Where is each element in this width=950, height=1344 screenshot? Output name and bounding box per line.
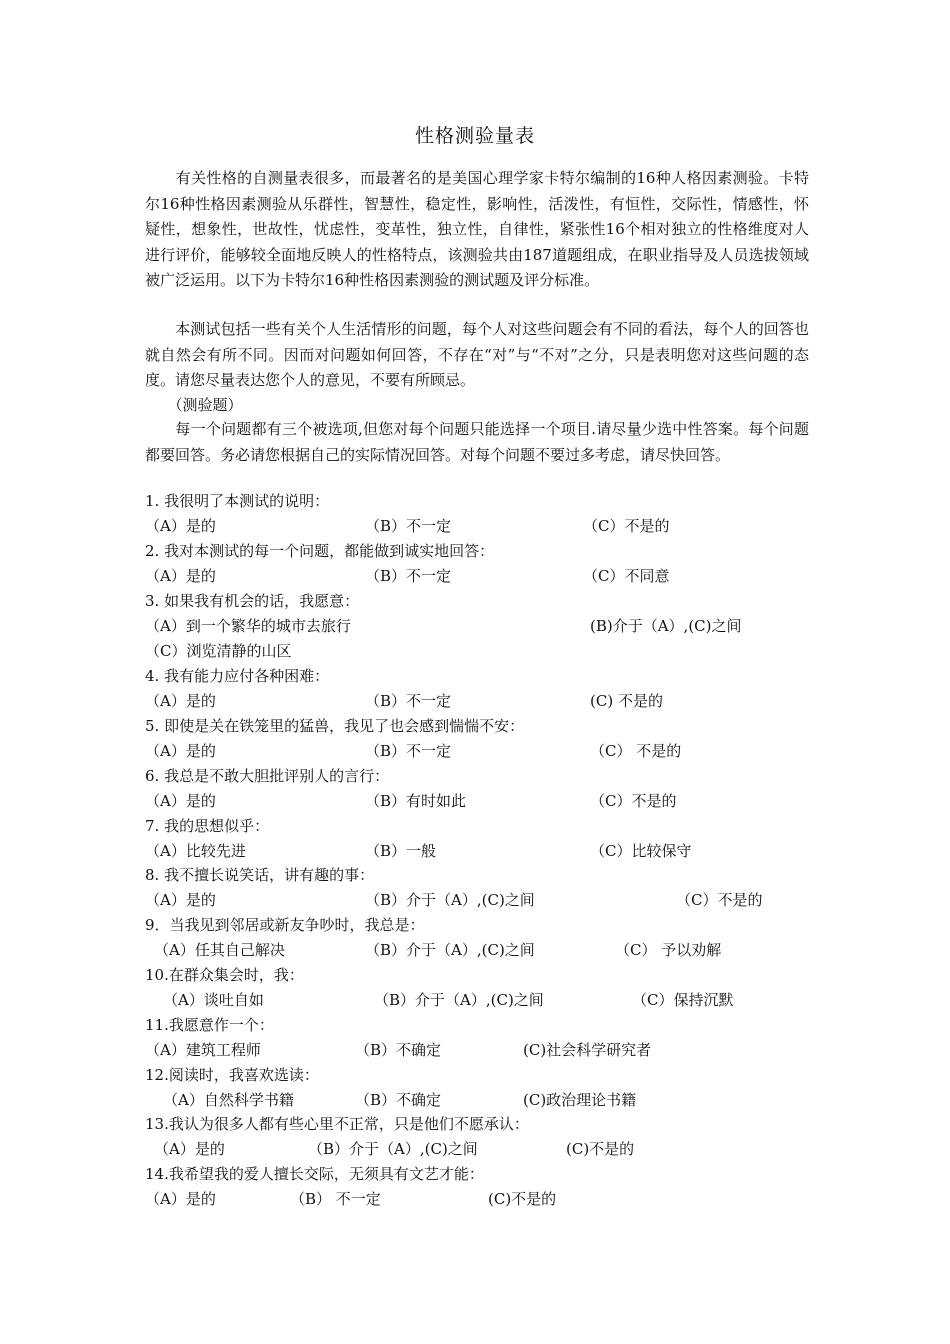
q3-option-c[interactable]: （C）浏览清静的山区 [145, 642, 292, 660]
q8-option-a[interactable]: （A）是的 [145, 891, 216, 909]
q1-option-a[interactable]: （A）是的 [145, 517, 216, 535]
q5-option-a[interactable]: （A）是的 [145, 742, 216, 760]
document-title: 性格测验量表 [414, 125, 535, 147]
q2-option-a[interactable]: （A）是的 [145, 567, 216, 585]
q10-option-a[interactable]: （A）谈吐自如 [163, 991, 264, 1009]
q6-option-a[interactable]: （A）是的 [145, 792, 216, 810]
q8-option-b[interactable]: （B）介于（A）,(C)之间 [365, 891, 535, 909]
q9-option-a[interactable]: （A）任其自己解决 [154, 941, 285, 959]
q13-option-c[interactable]: (C)不是的 [566, 1140, 635, 1158]
question-14: 14.我希望我的爱人擅长交际，无须具有文艺才能： [145, 1165, 484, 1183]
q14-option-a[interactable]: （A）是的 [145, 1190, 216, 1208]
q10-option-b[interactable]: （B）介于（A）,(C)之间 [374, 991, 544, 1009]
intro-paragraph-1: 有关性格的自测量表很多，而最著名的是美国心理学家卡特尔编制的16种人格因素测验。卡特尔16种性格因素测验从乐群性，智慧性，稳定性，影响性，活泼性，有恒性，交际性，情感性，怀疑性，想象性，世故性，忧虑性，变革性，独立性，自律性，紧张性16个相对独立的性格维度对人进行评价，能够较全面地反映人的性格特点，该测验共由187道题组成，在职业指导及人员选拔领域被广泛运用。以下为卡特尔16种性格因素测验的测试题及评分标准。 [145, 169, 809, 289]
q3-option-b[interactable]: (B)介于（A）,(C)之间 [590, 617, 742, 635]
q2-option-c[interactable]: （C）不同意 [583, 567, 670, 585]
q11-option-c[interactable]: (C)社会科学研究者 [523, 1041, 652, 1059]
q2-option-b[interactable]: （B）不一定 [365, 567, 452, 585]
q11-option-a[interactable]: （A）建筑工程师 [145, 1041, 261, 1059]
q12-option-b[interactable]: （B）不确定 [355, 1091, 442, 1109]
test-section-heading: （测验题） [145, 396, 243, 414]
intro-paragraph-2: 本测试包括一些有关个人生活情形的问题，每个人对这些问题会有不同的看法，每个人的回答也就自然会有所不同。因而对问题如何回答，不存在“对”与“不对”之分，只是表明您对这些问题的态度。请您尽量表达您个人的意见，不要有所顾忌。 [145, 320, 809, 389]
question-9: 9．当我见到邻居或新友争吵时，我总是： [145, 916, 425, 934]
q14-option-b[interactable]: （B） 不一定 [290, 1190, 381, 1208]
q9-option-c[interactable]: （C） 予以劝解 [615, 941, 722, 959]
q1-option-c[interactable]: （C）不是的 [583, 517, 670, 535]
q10-option-c[interactable]: （C）保持沉默 [632, 991, 734, 1009]
question-2: 2. 我对本测试的每一个问题，都能做到诚实地回答： [145, 542, 495, 560]
q7-option-b[interactable]: （B）一般 [365, 842, 437, 860]
q4-option-c[interactable]: (C) 不是的 [590, 692, 663, 710]
q13-option-b[interactable]: （B）介于（A）,(C)之间 [308, 1140, 478, 1158]
q12-option-a[interactable]: （A）自然科学书籍 [163, 1091, 294, 1109]
q4-option-a[interactable]: （A）是的 [145, 692, 216, 710]
q11-option-b[interactable]: （B）不确定 [355, 1041, 442, 1059]
question-5: 5. 即使是关在铁笼里的猛兽，我见了也会感到惴惴不安： [145, 717, 525, 735]
q8-option-c[interactable]: （C）不是的 [676, 891, 763, 909]
question-11: 11.我愿意作一个： [145, 1016, 274, 1034]
q7-option-c[interactable]: （C）比较保守 [590, 842, 692, 860]
question-8: 8. 我不擅长说笑话，讲有趣的事： [145, 866, 375, 884]
question-12: 12.阅读时，我喜欢选读： [145, 1066, 319, 1084]
q4-option-b[interactable]: （B）不一定 [365, 692, 452, 710]
q6-option-c[interactable]: （C）不是的 [590, 792, 677, 810]
q5-option-c[interactable]: （C） 不是的 [590, 742, 682, 760]
question-3: 3. 如果我有机会的话，我愿意： [145, 592, 360, 610]
question-6: 6. 我总是不敢大胆批评别人的言行： [145, 767, 390, 785]
q3-option-a[interactable]: （A）到一个繁华的城市去旅行 [145, 617, 351, 635]
q7-option-a[interactable]: （A）比较先进 [145, 842, 246, 860]
question-10: 10.在群众集会时，我： [145, 966, 304, 984]
instructions-paragraph: 每一个问题都有三个被选项,但您对每个问题只能选择一个项目.请尽量少选中性答案。每个问题都要回答。务必请您根据自己的实际情况回答。对每个问题不要过多考虑，请尽快回答。 [145, 420, 809, 464]
question-7: 7. 我的思想似乎： [145, 817, 270, 835]
q1-option-b[interactable]: （B）不一定 [365, 517, 452, 535]
q12-option-c[interactable]: (C)政治理论书籍 [523, 1091, 637, 1109]
q13-option-a[interactable]: （A）是的 [154, 1140, 225, 1158]
q5-option-b[interactable]: （B）不一定 [365, 742, 452, 760]
q9-option-b[interactable]: （B）介于（A）,(C)之间 [365, 941, 535, 959]
question-1: 1. 我很明了本测试的说明： [145, 492, 330, 510]
question-4: 4. 我有能力应付各种困难： [145, 667, 330, 685]
q14-option-c[interactable]: (C)不是的 [488, 1190, 557, 1208]
q6-option-b[interactable]: （B）有时如此 [365, 792, 467, 810]
question-13: 13.我认为很多人都有些心里不正常，只是他们不愿承认： [145, 1115, 529, 1133]
